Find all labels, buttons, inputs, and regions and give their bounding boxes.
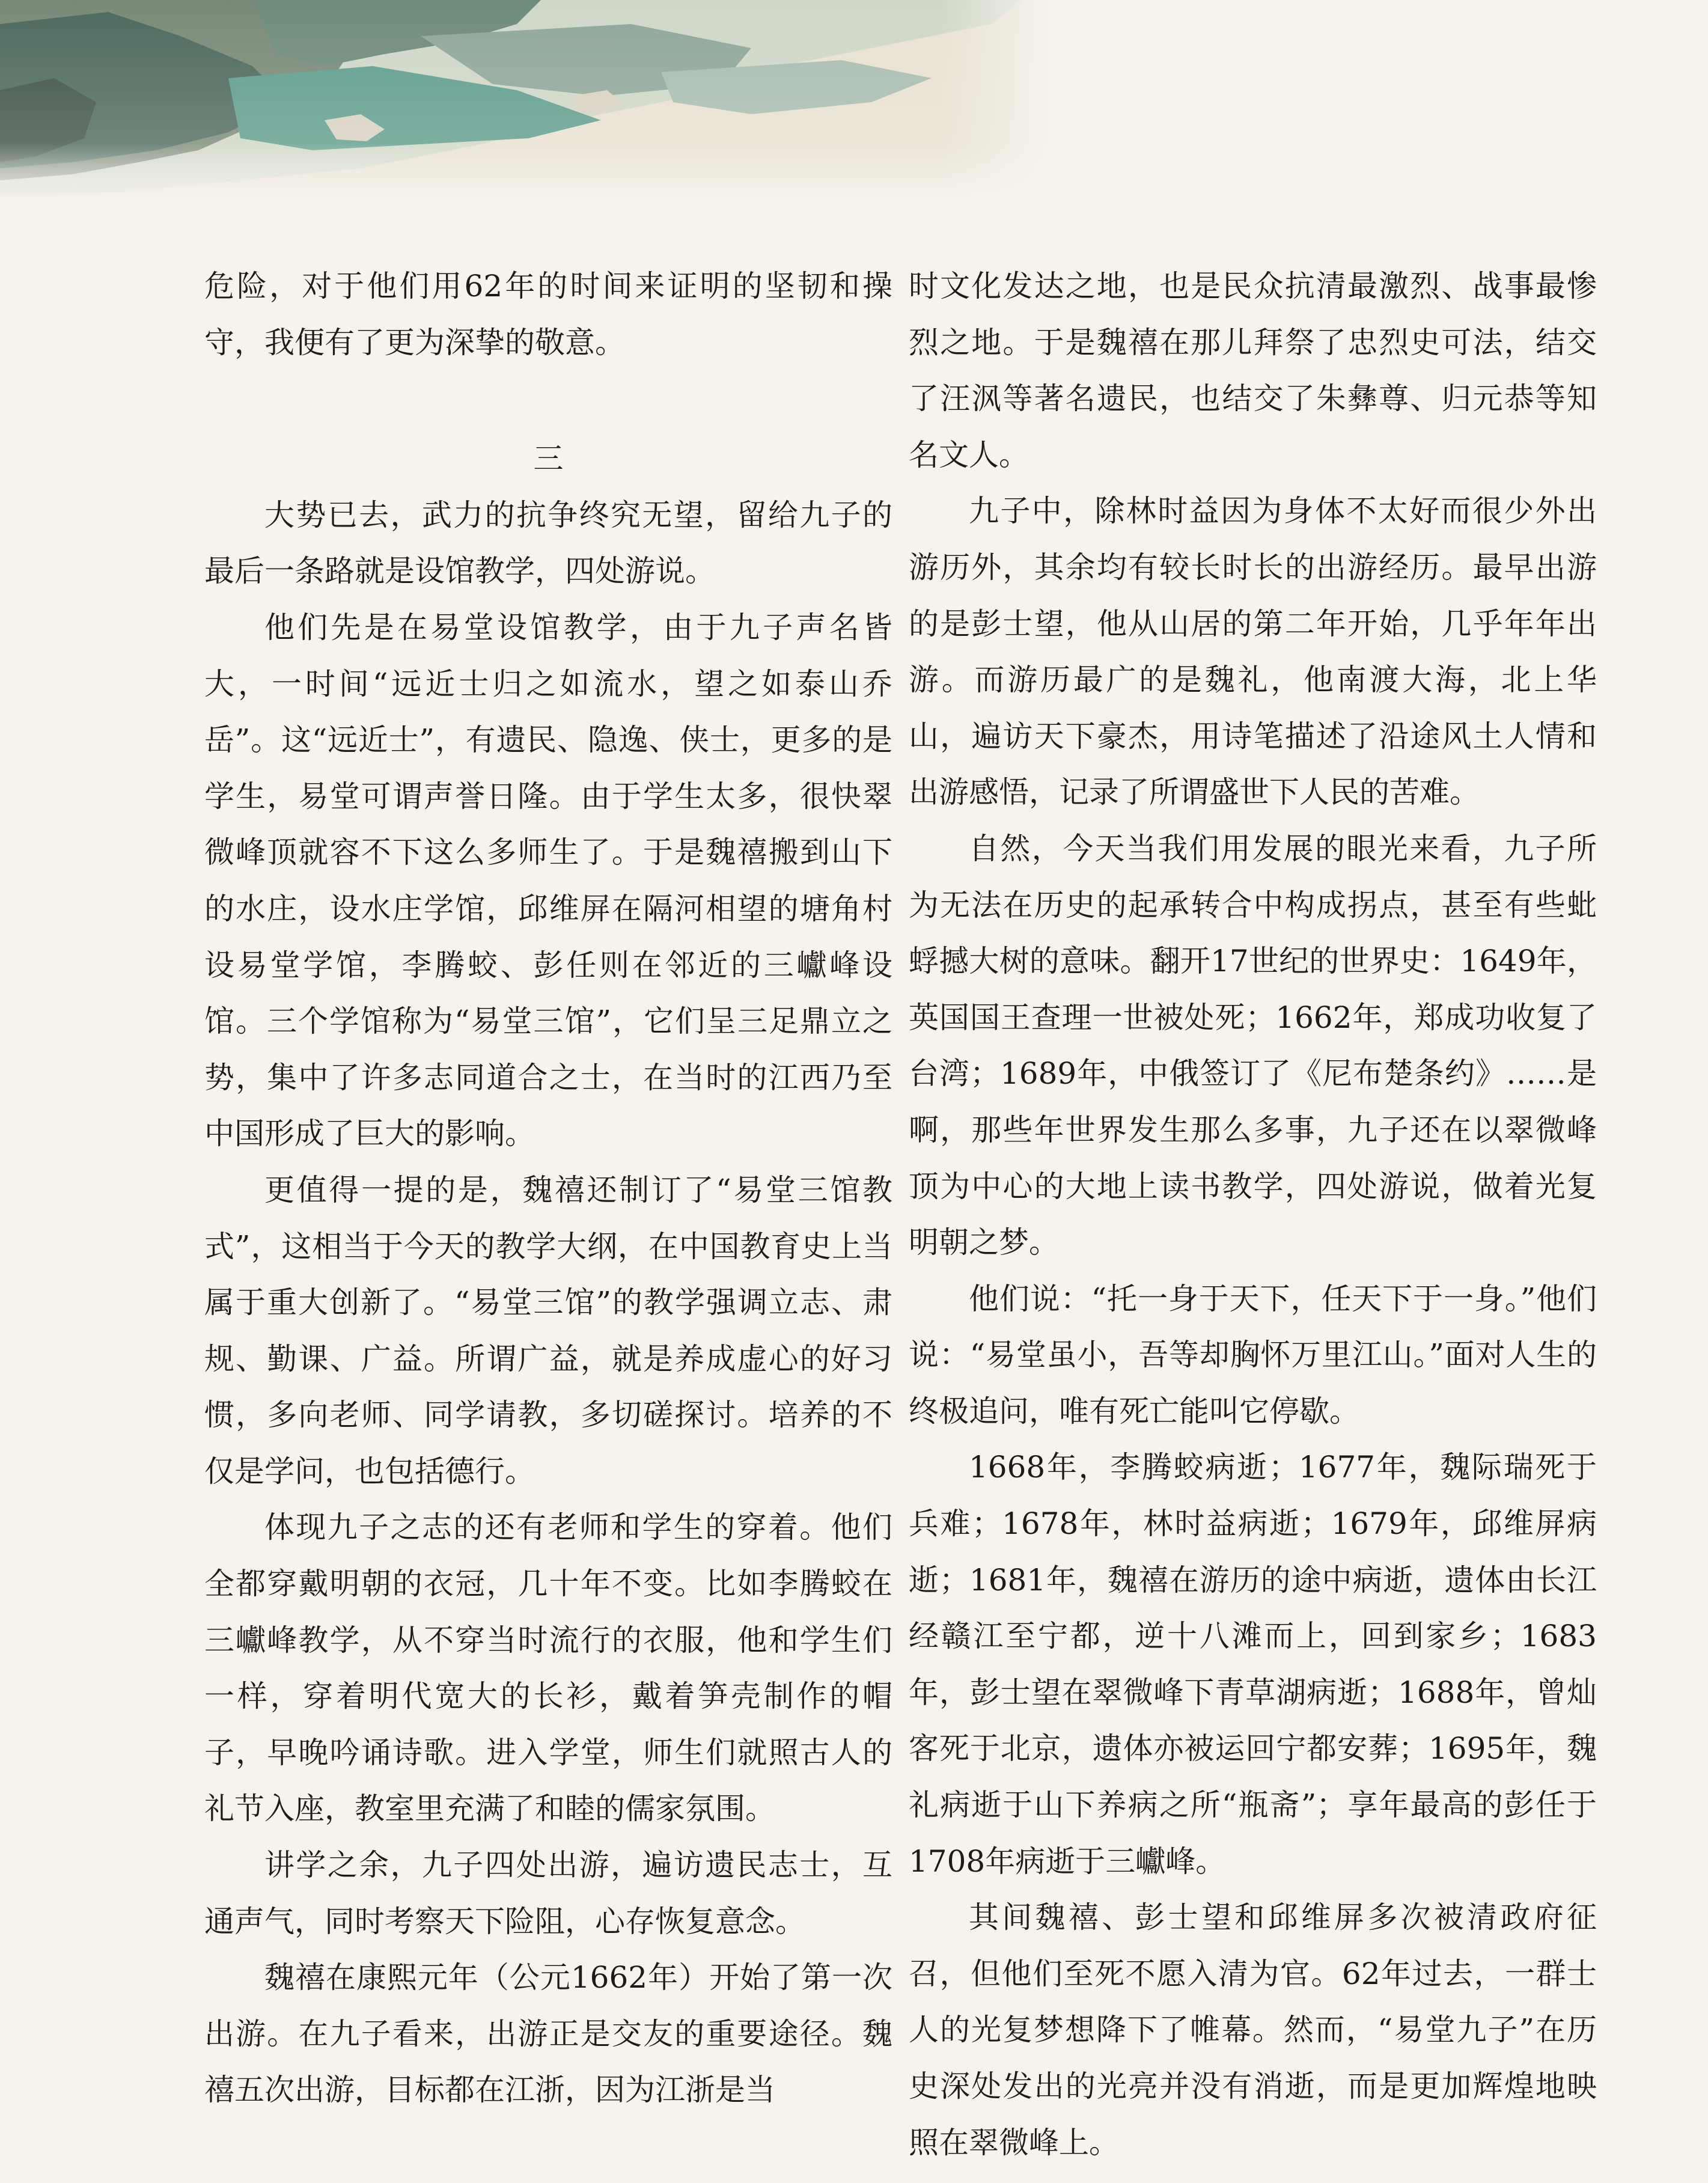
paragraph: 他们说：“托一身于天下，任天下于一身。”他们说：“易堂虽小，吾等却胸怀万里江山。”面对人生的终极追问，唯有死亡能叫它停歇。 <box>909 1281 1597 1429</box>
paragraph: 自然，今天当我们用发展的眼光来看，九子所为无法在历史的起承转合中构成拐点，甚至有些蚍蜉撼大树的意味。翻开17世纪的世界史：1649年，英国国王查理一世被处死；1662年，郑成功收复了台湾；1689年，中俄签订了《尼布楚条约》……是啊，那些年世界发生那么多事，九子还在以翠微峰顶为中心的大地上读书教学，四处游说，做着光复明朝之梦。 <box>909 831 1597 1260</box>
section-heading: 三 <box>533 441 564 477</box>
paragraph: 时文化发达之地，也是民众抗清最激烈、战事最惨烈之地。于是魏禧在那儿拜祭了忠烈史可法，结交了汪沨等著名遗民，也结交了朱彝尊、归元恭等知名文人。 <box>909 269 1597 472</box>
paragraph: 讲学之余，九子四处出游，遍访遗民志士，互通声气，同时考察天下险阻，心存恢复意念。 <box>204 1848 892 1939</box>
paragraph: 魏禧在康熙元年（公元1662年）开始了第一次出游。在九子看来，出游正是交友的重要途径。魏禧五次出游，目标都在江浙，因为江浙是当 <box>204 1960 892 2108</box>
paragraph: 大势已去，武力的抗争终究无望，留给九子的最后一条路就是设馆教学，四处游说。 <box>204 497 892 589</box>
paragraph: 1668年，李腾蛟病逝；1677年，魏际瑞死于兵难；1678年，林时益病逝；1679年，邱维屏病逝；1681年，魏禧在游历的途中病逝，遗体由长江经赣江至宁都，逆十八滩而上，回到家乡；1683年，彭士望在翠微峰下青草湖病逝；1688年，曾灿客死于北京，遗体亦被运回宁都安葬；1695年，魏礼病逝于山下养病之所“瓶斋”；享年最高的彭任于1708年病逝于三巘峰。 <box>909 1450 1597 1879</box>
paragraph: 其间魏禧、彭士望和邱维屏多次被清政府征召，但他们至死不愿入清为官。62年过去，一群士人的光复梦想降下了帷幕。然而，“易堂九子”在历史深处发出的光亮并没有消逝，而是更加辉煌地映照在翠微峰上。 <box>909 1900 1597 2160</box>
paragraph: 体现九子之志的还有老师和学生的穿着。他们全都穿戴明朝的衣冠，几十年不变。比如李腾蛟在三巘峰教学，从不穿当时流行的衣服，他和学生们一样，穿着明代宽大的长衫，戴着笋壳制作的帽子，早晚吟诵诗歌。进入学堂，师生们就照古人的礼节入座，教室里充满了和睦的儒家氛围。 <box>204 1510 892 1827</box>
right-column <box>909 258 1597 2171</box>
paragraph: 更值得一提的是，魏禧还制订了“易堂三馆教式”，这相当于今天的教学大纲，在中国教育史上当属于重大创新了。“易堂三馆”的教学强调立志、肃规、勤课、广益。所谓广益，就是养成虚心的好习惯，多向老师、同学请教，多切磋探讨。培养的不仅是学问，也包括德行。 <box>204 1172 892 1489</box>
paragraph: 他们先是在易堂设馆教学，由于九子声名皆大，一时间“远近士归之如流水，望之如泰山乔岳”。这“远近士”，有遗民、隐逸、侠士，更多的是学生，易堂可谓声誉日隆。由于学生太多，很快翠微峰顶就容不下这么多师生了。于是魏禧搬到山下的水庄，设水庄学馆，邱维屏在隔河相望的塘角村设易堂学馆，李腾蛟、彭任则在邻近的三巘峰设馆。三个学馆称为“易堂三馆”，它们呈三足鼎立之势，集中了许多志同道合之士，在当时的江西乃至中国形成了巨大的影响。 <box>204 609 892 1152</box>
paragraph: 危险，对于他们用62年的时间来证明的坚韧和操守，我便有了更为深挚的敬意。 <box>204 269 892 360</box>
paragraph: 九子中，除林时益因为身体不太好而很少外出游历外，其余均有较长时长的出游经历。最早出游的是彭士望，他从山居的第二年开始，几乎年年出游。而游历最广的是魏礼，他南渡大海，北上华山，遍访天下豪杰，用诗笔描述了沿途风土人情和出游感悟，记录了所谓盛世下人民的苦难。 <box>909 493 1597 810</box>
left-column <box>204 258 892 2119</box>
landscape-painting-banner <box>0 0 1708 204</box>
